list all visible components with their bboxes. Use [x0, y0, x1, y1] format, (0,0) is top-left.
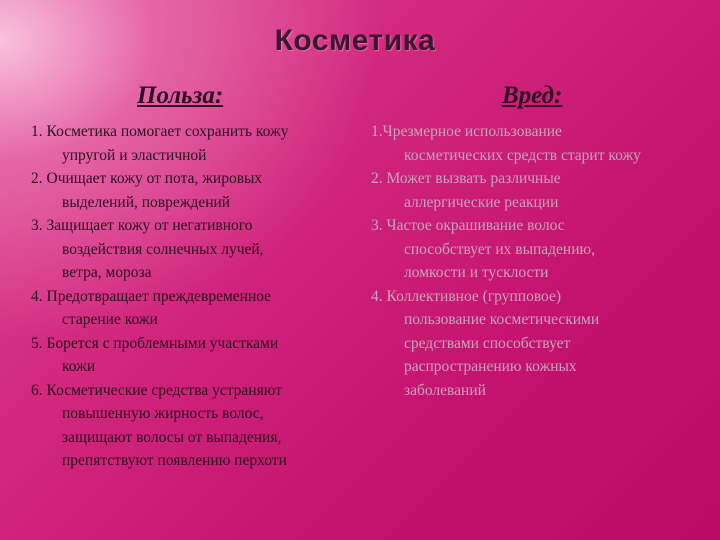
list-item — [31, 379, 361, 473]
list-item-line: 2. Может вызвать различные — [371, 170, 561, 187]
harm-list — [371, 120, 711, 402]
list-item-line: защищают волосы от выпадения, — [62, 428, 282, 446]
list-item-line: 3. Защищает кожу от негативного — [31, 217, 253, 234]
list-item — [371, 285, 711, 403]
list-item-line: старение кожи — [62, 311, 158, 328]
benefits-heading: Польза: — [137, 82, 224, 109]
list-item-line: способствует их выпадению, — [404, 240, 595, 258]
list-item — [31, 332, 361, 379]
benefits-list — [31, 120, 361, 473]
list-item-line: 6. Косметические средства устраняют — [31, 381, 282, 399]
list-item-line: повышенную жирность волос, — [62, 405, 264, 422]
list-item — [31, 167, 361, 214]
harm-heading: Вред: — [502, 82, 563, 109]
list-item-line: 4. Коллективное (групповое) — [371, 287, 562, 305]
list-item — [31, 214, 361, 285]
list-item-line: кожи — [62, 358, 96, 375]
list-item-line: средствами способствует — [404, 334, 571, 352]
list-item-line: ломкости и тусклости — [404, 264, 549, 281]
list-item-line: воздействия солнечных лучей, — [62, 240, 264, 258]
list-item — [371, 167, 711, 214]
list-item — [31, 120, 361, 167]
list-item — [371, 214, 711, 285]
list-item — [31, 285, 361, 332]
list-item-line: 5. Борется с проблемными участками — [31, 334, 279, 352]
list-item-line: косметических средств старит кожу — [404, 146, 641, 164]
list-item-line: упругой и эластичной — [62, 146, 207, 164]
list-item-line: 3. Частое окрашивание волос — [371, 217, 565, 234]
list-item — [371, 120, 711, 167]
list-item-line: 4. Предотвращает преждевременное — [31, 287, 272, 305]
list-item-line: 2. Очищает кожу от пота, жировых — [31, 170, 263, 187]
list-item-line: препятствуют появлению перхоти — [62, 452, 287, 469]
list-item-line: 1.Чрезмерное использование — [371, 123, 562, 140]
list-item-line: распространению кожных — [404, 358, 577, 375]
slide-title — [0, 24, 720, 58]
list-item-line: аллергические реакции — [404, 193, 559, 211]
list-item-line: пользование косметическими — [404, 311, 600, 328]
list-item-line: заболеваний — [404, 381, 486, 399]
slide-title-text: Косметика — [274, 24, 436, 57]
list-item-line: ветра, мороза — [62, 264, 152, 281]
list-item-line: 1. Косметика помогает сохранить кожу — [31, 123, 289, 140]
list-item-line: выделений, повреждений — [62, 193, 231, 211]
